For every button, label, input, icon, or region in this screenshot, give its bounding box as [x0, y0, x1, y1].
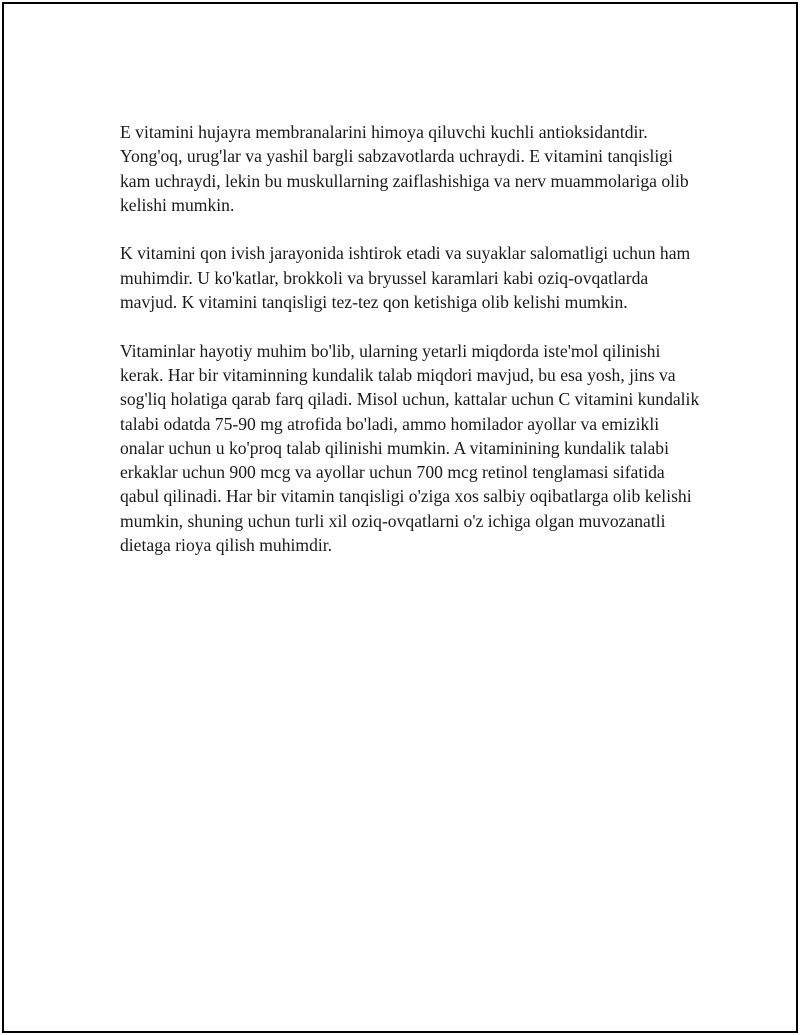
document-body [120, 120, 704, 582]
paragraph-vitamin-k: K vitamini qon ivish jarayonida ishtirok etadi va suyaklar salomatligi uchun ham muhimdir. U ko'katlar, brokkoli va bryussel karamlari kabi oziq-ovqatlarda mavjud. K vitamini tanqisligi tez-tez qon ketishiga olib kelishi mumkin. [120, 243, 691, 313]
page-border [2, 2, 798, 1033]
paragraph-vitamins-summary: Vitaminlar hayotiy muhim bo'lib, ularning yetarli miqdorda iste'mol qilinishi kerak. Har bir vitaminning kundalik talab miqdori mavjud, bu esa yosh, jins va sog'liq holatiga qarab farq qiladi. Misol uchun, kattalar uchun C vitamini kundalik talabi odatda 75-90 mg atrofida bo'ladi, ammo homilador ayollar va emizikli onalar uchun u ko'proq talab qilinishi mumkin. A vitaminining kundalik talabi erkaklar uchun 900 mcg va ayollar uchun 700 mcg retinol tenglamasi sifatida qabul qilinadi. Har bir vitamin tanqisligi o'ziga xos salbiy oqibatlarga olib kelishi mumkin, shuning uchun turli xil oziq-ovqatlarni o'z ichiga olgan muvozanatli dietaga rioya qilish muhimdir. [120, 340, 700, 556]
paragraph-vitamin-e: E vitamini hujayra membranalarini himoya qiluvchi kuchli antioksidantdir. Yong'oq, urug'lar va yashil bargli sabzavotlarda uchraydi. E vitamini tanqisligi kam uchraydi, lekin bu muskullarning zaiflashishiga va nerv muammolariga olib kelishi mumkin. [120, 122, 689, 215]
